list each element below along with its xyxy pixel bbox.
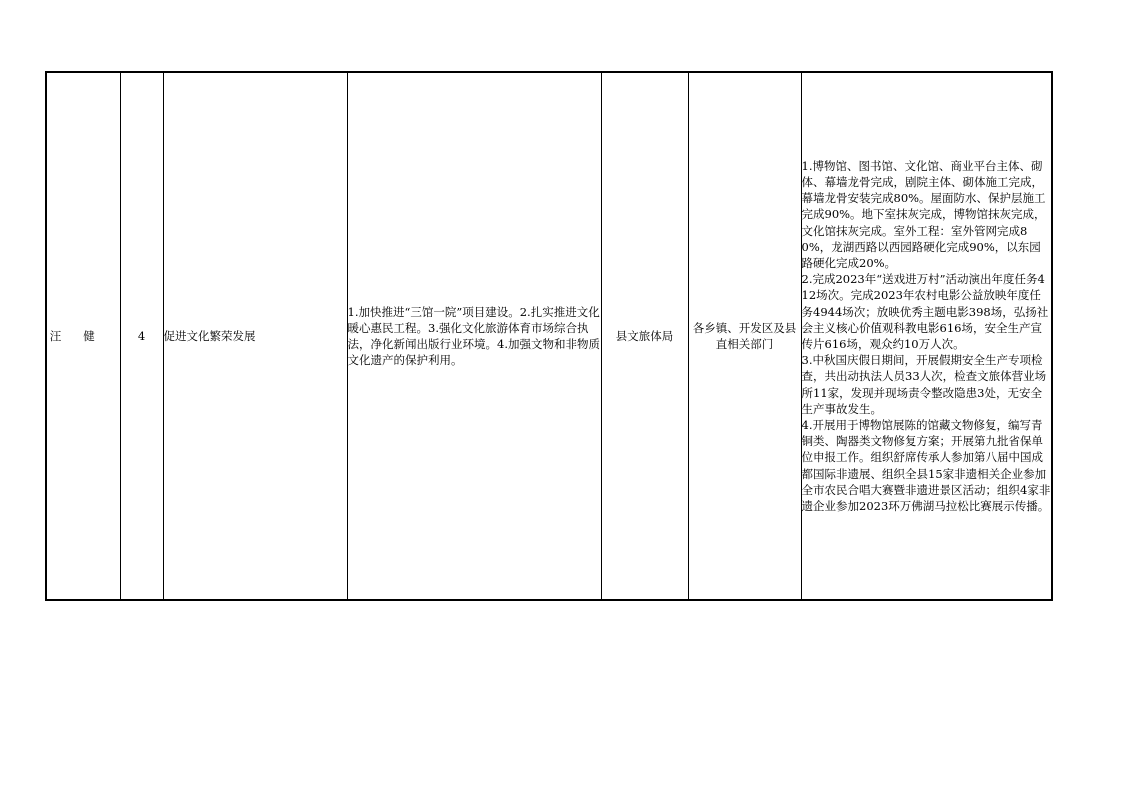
progress-cell (801, 72, 1052, 600)
cooperating-units-cell: 各乡镇、开发区及县直相关部门 (688, 72, 801, 600)
lead-unit-cell: 县文旅体局 (601, 72, 688, 600)
key-tasks-cell: 1.加快推进“三馆一院”项目建设。2.扎实推进文化暖心惠民工程。3.强化文化旅游体育市场综合执法，净化新闻出版行业环境。4.加强文物和非物质文化遗产的保护利用。 (347, 72, 601, 600)
progress-item-2: 2.完成2023年“送戏进万村”活动演出年度任务412场次。完成2023年农村电影公益放映年度任务4944场次；放映优秀主题电影398场，弘扬社会主义核心价值观科教电影616场，安全生产宣传片616场，观众约10万人次。 (801, 272, 1049, 351)
responsible-person-cell: 汪健 (46, 72, 120, 600)
goal-cell: 促进文化繁荣发展 (163, 72, 347, 600)
progress-item-4: 4.开展用于博物馆展陈的馆藏文物修复，编写青铜类、陶器类文物修复方案；开展第九批省保单位申报工作。组织舒席传承人参加第八届中国成都国际非遗展、组织全县15家非遗相关企业参加全市农民合唱大赛暨非遗进景区活动；组织4家非遗企业参加2023环万佛湖马拉松比赛展示传播。 (801, 418, 1051, 514)
table-row (46, 72, 1052, 600)
item-number-cell: 4 (120, 72, 163, 600)
work-progress-table (45, 71, 1053, 601)
progress-item-3: 3.中秋国庆假日期间，开展假期安全生产专项检查，共出动执法人员33人次，检查文旅体营业场所11家，发现并现场责令整改隐患3处，无安全生产事故发生。 (801, 353, 1047, 416)
progress-item-1: 1.博物馆、图书馆、文化馆、商业平台主体、砌体、幕墙龙骨完成，剧院主体、砌体施工完成，幕墙龙骨安装完成80%。屋面防水、保护层施工完成90%。地下室抹灰完成，博物馆抹灰完成，文化馆抹灰完成。室外工程：室外管网完成80%，龙湖西路以西园路硬化完成90%，以东园路硬化完成20%。 (801, 158, 1046, 270)
